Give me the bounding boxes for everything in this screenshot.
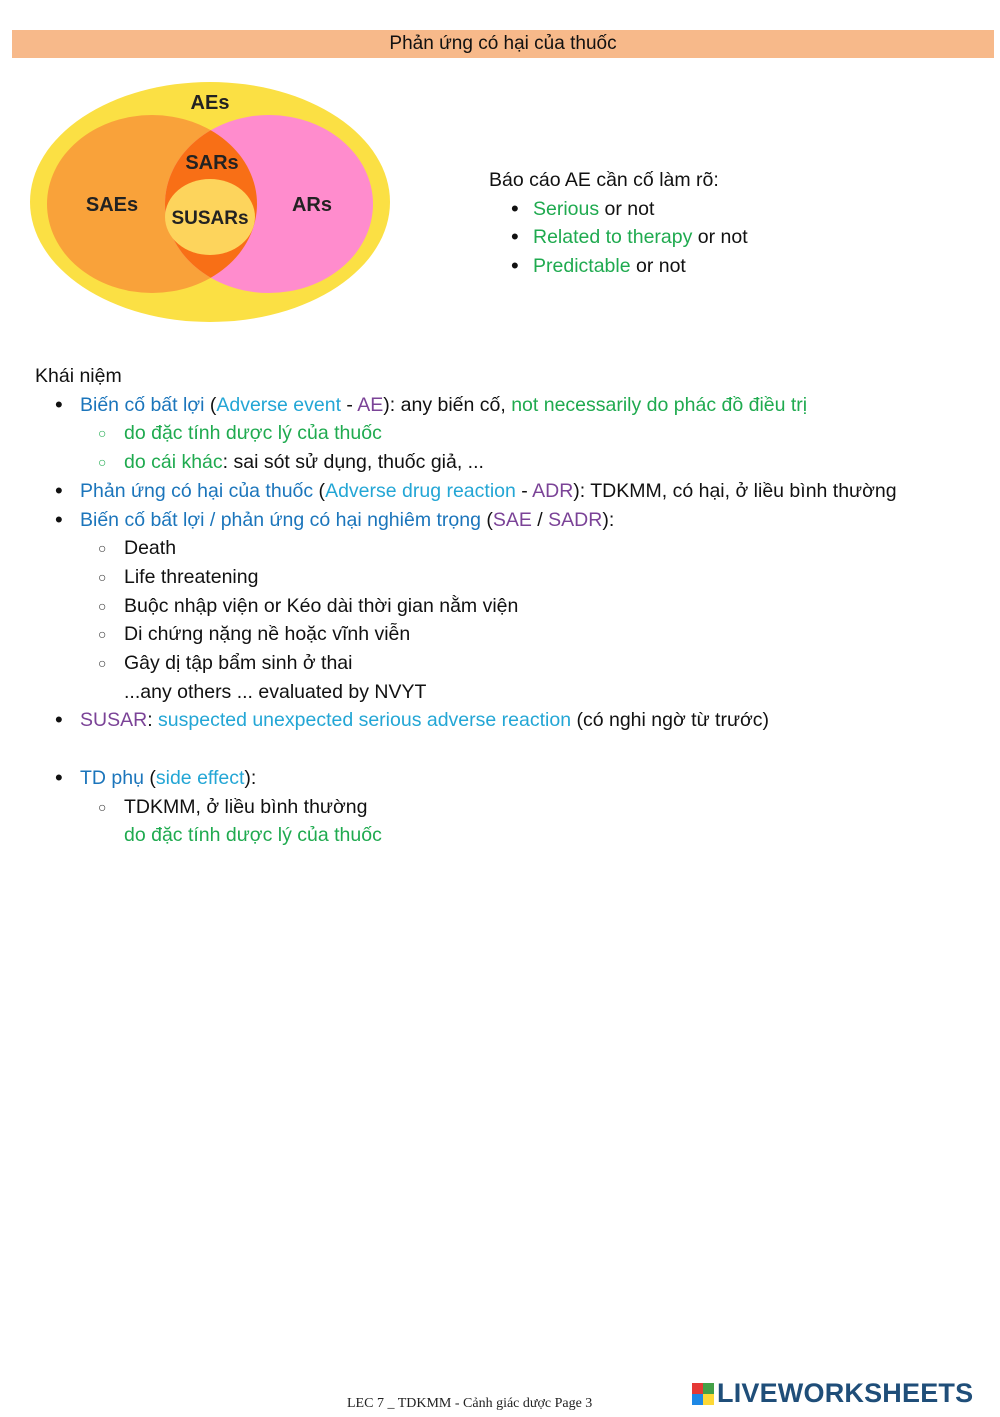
liveworksheets-logo — [692, 1378, 973, 1409]
report-heading: Báo cáo AE cần cố làm rõ: — [489, 169, 719, 191]
venn-diagram — [30, 80, 394, 325]
punct: - — [515, 479, 533, 502]
description: ): any biến cố, — [383, 393, 512, 416]
concept-subitem: ○ Life threatening — [35, 563, 985, 592]
english-term: Adverse event — [216, 393, 342, 416]
term: Biến cố bất lợi / phản ứng có hại nghiêm trọng — [80, 508, 481, 531]
concept-subitem: ○ Buộc nhập viện or Kéo dài thời gian nằm viện — [35, 592, 985, 621]
concept-heading: Khái niệm — [35, 365, 122, 387]
punct: ( — [143, 766, 156, 789]
report-item-key: Serious — [533, 197, 600, 220]
abbreviation: ADR — [532, 479, 574, 502]
punct: ( — [313, 479, 326, 502]
concept-subitem: ○ Gây dị tập bẩm sinh ở thai — [35, 649, 985, 678]
report-item-key: Predictable — [533, 254, 631, 277]
concept-continuation: do đặc tính dược lý của thuốc — [124, 824, 382, 847]
description: ): TDKMM, có hại, ở liều bình thường — [573, 479, 897, 502]
concept-list — [35, 391, 985, 850]
report-item-rest: or not — [599, 197, 655, 220]
venn-label-ars: ARs — [291, 194, 333, 216]
report-item-rest: or not — [692, 226, 748, 248]
venn-label-saes: SAEs — [85, 194, 139, 216]
report-item-rest: or not — [630, 254, 686, 277]
concept-item-side-effect — [35, 764, 985, 793]
abbreviation: SUSAR — [80, 709, 148, 732]
concept-continuation: ...any others ... evaluated by NVYT — [124, 680, 427, 703]
punct: ): — [244, 766, 257, 789]
sub-key: do cái khác — [124, 451, 223, 474]
report-list — [489, 195, 748, 281]
note: not necessarily do phác đồ điều trị — [511, 393, 808, 416]
sub-key: do đặc tính dược lý của thuốc — [124, 422, 382, 445]
venn-label-susars: SUSARs — [171, 208, 249, 229]
abbreviation: SADR — [548, 508, 603, 531]
punct: / — [531, 508, 549, 531]
page-footer: LEC 7 _ TDKMM - Cảnh giác dược Page 3 — [347, 1396, 593, 1411]
list-item — [511, 223, 748, 252]
report-item-key: Related to therapy — [533, 226, 693, 248]
page-title: Phản ứng có hại của thuốc — [12, 30, 994, 58]
logo-mark-icon — [692, 1383, 714, 1405]
concept-subitem: ○ Death — [35, 534, 985, 563]
concept-item-ae — [35, 391, 985, 420]
punct: ): — [602, 508, 615, 531]
concept-subitem: ○ Di chứng nặng nề hoặc vĩnh viễn — [35, 620, 985, 649]
punct: - — [341, 393, 358, 416]
list-item — [511, 195, 748, 224]
concept-subitem: ○ TDKMM, ở liều bình thường — [35, 793, 985, 822]
term: TD phụ — [80, 766, 144, 789]
english-term: Adverse drug reaction — [325, 479, 516, 502]
english-term: suspected unexpected serious adverse reaction — [158, 709, 572, 732]
concept-item-sae — [35, 506, 985, 535]
abbreviation: AE — [357, 393, 384, 416]
list-item — [511, 252, 748, 281]
venn-label-sars: SARs — [185, 152, 239, 174]
english-term: side effect — [155, 766, 245, 789]
abbreviation: SAE — [492, 508, 532, 531]
concept-subitem — [35, 419, 985, 448]
concept-item-adr — [35, 477, 985, 506]
ae-report-block — [489, 166, 748, 280]
punct: ( — [204, 393, 217, 416]
punct: ( — [480, 508, 493, 531]
term: Phản ứng có hại của thuốc — [80, 479, 314, 502]
concept-item-susar — [35, 706, 985, 735]
punct: : — [147, 709, 159, 732]
term: Biến cố bất lợi — [80, 393, 205, 416]
spacer — [35, 735, 985, 764]
venn-label-aes: AEs — [190, 92, 230, 114]
logo-text: LIVEWORKSHEETS — [717, 1378, 974, 1408]
sub-rest: : sai sót sử dụng, thuốc giả, ... — [222, 451, 484, 474]
description: (có nghi ngờ từ trước) — [571, 709, 770, 732]
concept-section — [35, 362, 985, 850]
concept-subitem — [35, 448, 985, 477]
